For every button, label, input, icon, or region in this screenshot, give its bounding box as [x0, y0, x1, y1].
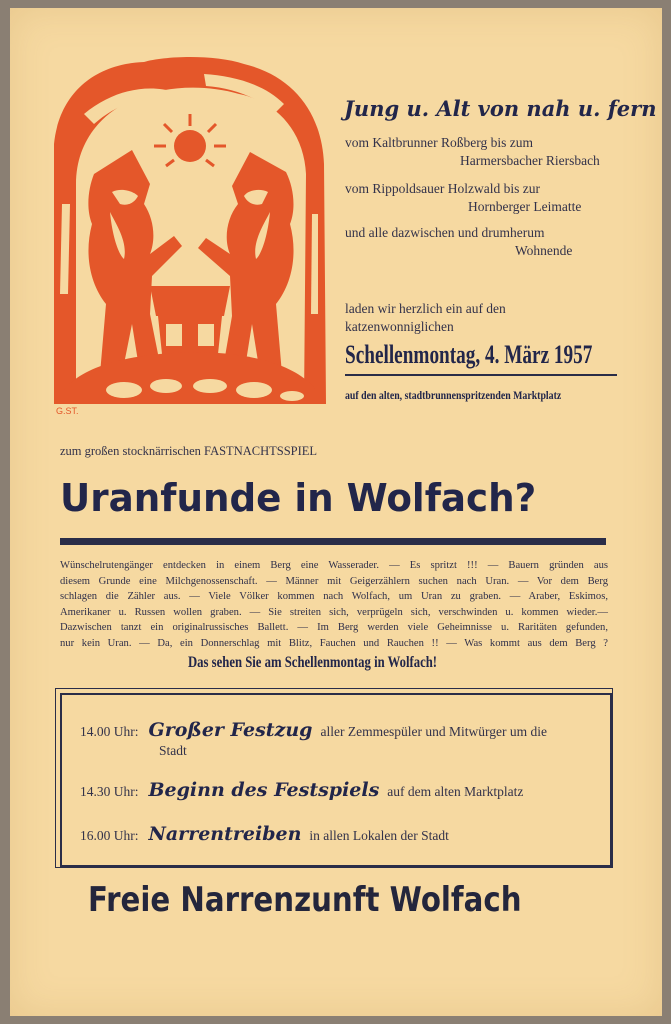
schedule-detail: auf dem alten Marktplatz	[387, 784, 524, 799]
description-line: Wünschelrutengänger entdecken in einem Berg eine Wasserader. — Es spritzt !!! — Bauern gründen aus	[60, 560, 608, 571]
woodcut-signature: G.ST.	[56, 406, 79, 416]
schedule-time: 14.00 Uhr:	[80, 724, 139, 739]
description-line: nur kein Uran. — Da, ein Donnerschlag mit Blitz, Fauchen und Rauchen !! — Was kommt aus dem Berg ?	[60, 637, 608, 649]
schedule-detail-cont: Stadt	[159, 743, 187, 758]
header-line: vom Kaltbrunner Roßberg bis zum	[345, 135, 533, 150]
header-line: Hornberger Leimatte	[468, 199, 582, 214]
play-tagline: Das sehen Sie am Schellenmontag in Wolfach!	[188, 654, 438, 671]
play-intro: zum großen stocknärrischen FASTNACHTSSPIEL	[60, 444, 318, 458]
headline: Jung u. Alt von nah u. fern	[344, 96, 657, 121]
schedule-detail: in allen Lokalen der Stadt	[309, 828, 449, 843]
schedule-time: 14.30 Uhr:	[80, 784, 139, 799]
poster	[10, 8, 662, 1016]
play-description	[60, 558, 608, 651]
schedule-event: Großer Festzug	[148, 719, 313, 741]
schedule-detail: aller Zemmespüler und Mitwürger um die	[320, 724, 548, 739]
schedule-row	[80, 719, 590, 759]
play-title: Uranfunde in Wolfach?	[60, 476, 537, 520]
schedule-event: Narrentreiben	[148, 823, 302, 845]
title-underline	[60, 538, 606, 545]
header-line: und alle dazwischen und drumherum	[345, 225, 545, 240]
description-line: schlagen die Zähler aus. — Viele Völker kommen nach Wolfach, um Uran zu graben. — Araber, Eskimos,	[60, 591, 608, 602]
header-line: vom Rippoldsauer Holzwald bis zur	[345, 181, 540, 196]
description-line: Dazwischen tanzt ein originalrussisches Ballett. — Im Berg werden viele Geheimnisse u. Raritäten gefunden,	[60, 622, 608, 633]
schedule-row	[80, 779, 590, 801]
description-line: Amerikaner u. Russen wollen graben. — Sie streiten sich, verprügeln sich, verschwinden u. kommen wieder.—	[60, 606, 608, 618]
date-underline	[345, 374, 617, 376]
schedule-time: 16.00 Uhr:	[80, 828, 139, 843]
schedule-box	[60, 693, 612, 867]
invitation-line: laden wir herzlich ein auf den	[345, 301, 506, 316]
header-line: Harmersbacher Riersbach	[460, 153, 600, 168]
schedule-event: Beginn des Festspiels	[148, 779, 380, 801]
invitation-line: katzenwonniglichen	[345, 319, 454, 334]
header-line: Wohnende	[515, 243, 573, 258]
organizer: Freie Narrenzunft Wolfach	[88, 880, 522, 920]
event-date: Schellenmontag, 4. März 1957	[345, 340, 593, 369]
event-place: auf den alten, stadtbrunnenspritzenden Marktplatz	[345, 388, 562, 402]
schedule-row	[80, 823, 590, 845]
woodcut-illustration	[54, 54, 326, 416]
description-line: diesem Grunde eine Milchgenossenschaft. — Männer mit Geigerzählern suchen nach Uran. — Vor dem Berg	[60, 575, 608, 587]
